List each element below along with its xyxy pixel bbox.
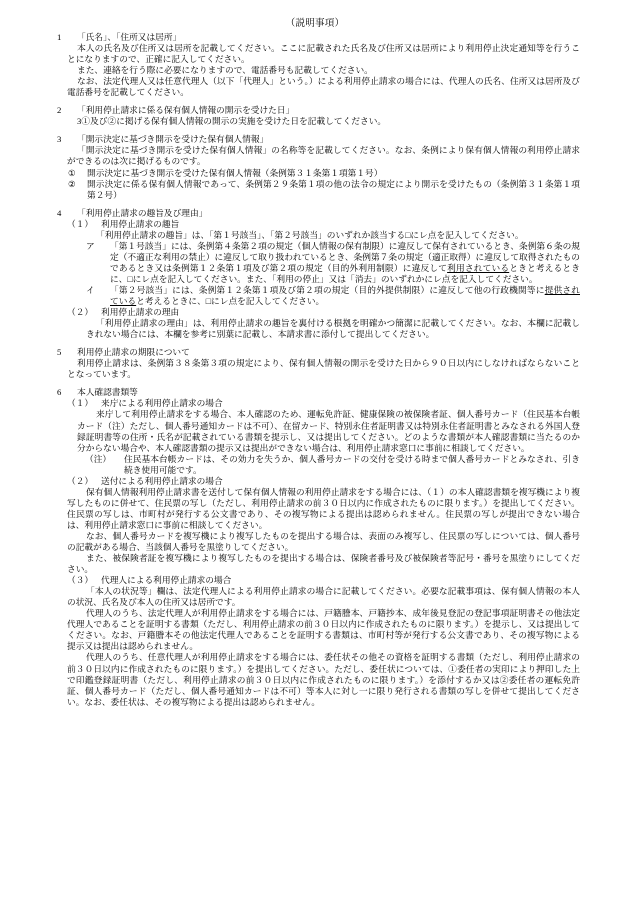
section-1-number: 1 — [57, 32, 62, 42]
section-3-item-2-row — [0, 179, 630, 201]
section-4-sub-1-heading: 利用停止請求の趣旨 — [101, 218, 180, 229]
section-6-number: 6 — [57, 387, 62, 398]
section-4-number: 4 — [57, 207, 62, 218]
section-4-item-b-marker: イ — [86, 284, 95, 295]
section-6-sub-2-paragraph-3: また、被保険者証を複写機により複写したものを提出する場合は、保険者番号及び被保険者等記号・番号を黒塗りにしてください。 — [67, 553, 580, 575]
section-6-sub-1-paragraph-1: 来庁して利用停止請求をする場合、本人確認のため、運転免許証、健康保険の被保険者証、個人番号カード（住民基本台帳カード（注）ただし、個人番号通知カードは不可）、在留カード、特別永住者証明書又は特別永住者証明書とみなされる外国人登録証明書等の住所・氏名が記載されている書類を提示し、又は提出してください。どのような書類が本人確認書類に当たるのか分からない場合や、本人確認書類の提示又は提出ができない場合は、利用停止請求窓口に事前に相談してください。 — [77, 409, 580, 453]
section-4-item-b-text-before: 「第２号該当」には、条例第１２条第１項及び第２項の規定（目的外提供制限）に違反して他の行政機関等に — [110, 284, 545, 295]
section-3-paragraph-1: 「開示決定に基づき開示を受けた保有個人情報」の名称等を記載してください。なお、条例により保有個人情報の利用停止請求ができるのは次に掲げるものです。 — [67, 145, 580, 167]
section-6-heading-row — [0, 387, 630, 398]
section-4-item-b-row — [0, 285, 630, 307]
section-5 — [0, 347, 630, 380]
section-4 — [0, 208, 630, 341]
section-6-sub-2-heading-row — [0, 476, 630, 487]
section-3 — [0, 134, 630, 200]
section-4-heading: 「利用停止請求の趣旨及び理由」 — [77, 207, 208, 218]
section-4-item-b-text-after: と考えるときに、□にレ点を記入してください。 — [136, 296, 325, 307]
section-3-item-1-text: 開示決定に基づき開示を受けた保有個人情報（条例第３１条第１項第１号） — [87, 167, 383, 178]
section-4-item-b-text — [110, 285, 630, 307]
section-3-item-2-marker: ② — [68, 178, 76, 189]
section-6-sub-3-heading-row — [0, 575, 630, 586]
section-6-sub-3-marker: （３） — [67, 575, 94, 586]
section-6-sub-2-paragraph-1: 保有個人情報利用停止請求書を送付して保有個人情報の利用停止請求をする場合には、（１）の本人確認書類を複写機により複写したものに併せて、住民票の写し（ただし、利用停止請求の前３０日以内に作成されたものに限ります。）を提出してください。住民票の写しは、市町村が発行する公文書であり、その複写物による提出は認められません。住民票の写しが提出できない場合は、利用停止請求窓口に事前に相談してください。 — [67, 486, 580, 530]
section-4-item-a-underlined: 利用されている — [447, 262, 510, 273]
section-1-paragraph-2: また、連絡を行う際に必要になりますので、電話番号も記載してください。 — [77, 65, 373, 76]
section-6-sub-2-marker: （２） — [67, 475, 94, 486]
section-6-sub-1-heading: 来庁による利用停止請求の場合 — [101, 398, 223, 409]
section-6-sub-2-heading: 送付による利用停止請求の場合 — [101, 475, 223, 486]
section-4-item-a-row — [0, 241, 630, 285]
section-6-heading: 本人確認書類等 — [77, 387, 138, 398]
section-4-item-a-marker: ア — [86, 240, 95, 251]
section-4-item-a-text-before: 「第１号該当」には、条例第４条第２項の規定（個人情報の保有制限）に違反して保有されているとき、条例第６条の規定（不適正な利用の禁止）に違反して取り扱われているとき、条例第７条の規定（適正取得）に違反して取得されたものであるとき又は条例第１２条第１項及び第２項の規定（目的外利用制限）に違反して — [110, 240, 580, 273]
section-6-sub-1-note-1-row — [0, 454, 630, 476]
section-1-paragraph-3: なお、法定代理人又は任意代理人（以下「代理人」という。）による利用停止請求の場合には、代理人の氏名、住所又は居所及び電話番号を記載してください。 — [67, 76, 580, 98]
section-6-sub-3-paragraph-2: 代理人のうち、法定代理人が利用停止請求をする場合には、戸籍謄本、戸籍抄本、成年後見登記の登記事項証明書その他法定代理人であることを証明する書類（ただし、利用停止請求の前３０日以内に作成されたものに限ります。）を提示し、又は提出してください。なお、戸籍謄本その他法定代理人であることを証明する書類は、市町村等が発行する公文書であり、その複写物による提示又は提出は認められません。 — [67, 608, 580, 652]
section-6-sub-1-heading-row — [0, 398, 630, 409]
section-6-sub-3-paragraph-1: 「本人の状況等」欄は、法定代理人による利用停止請求の場合に記載してください。必要な記載事項は、保有個人情報の本人の状況、氏名及び本人の住所又は居所です。 — [67, 586, 580, 608]
section-4-sub-2-marker: （２） — [67, 307, 94, 318]
section-5-paragraph-1: 利用停止請求は、条例第３８条第３項の規定により、保有個人情報の開示を受けた日から９０日以内にしなければならないこととなっています。 — [67, 358, 580, 380]
section-6-sub-3-paragraph-3: 代理人のうち、任意代理人が利用停止請求をする場合には、委任状その他その資格を証明する書類（ただし、利用停止請求の前３０日以内に作成されたものに限ります。）を提出してください。ただし、委任状については、①委任者の実印により押印した上で印鑑登録証明書（ただし、利用停止請求の前３０日以内に作成されたものに限ります。）を添付するか又は②委任者の運転免許証、個人番号カード（ただし、個人番号通知カードは不可）等本人に対し一に限り発行される書類の写しを併せて提出してください。なお、委任状は、その複写物による提出は認められません。 — [67, 652, 580, 707]
section-2-heading: 「利用停止請求に係る保有個人情報の開示を受けた日」 — [77, 105, 295, 116]
section-2-heading-row — [0, 105, 630, 116]
section-2 — [0, 105, 630, 127]
section-5-heading: 利用停止請求の期限について — [77, 347, 190, 358]
section-6-sub-1-note-1-marker: （注） — [85, 453, 112, 464]
section-3-item-2-text: 開示決定に係る保有個人情報であって、条例第２９条第１項の他の法令の規定により開示を受けたもの（条例第３１条第１項第２号） — [87, 178, 580, 200]
section-1-paragraph-1: 本人の氏名及び住所又は居所を記載してください。ここに記載された氏名及び住所又は居所により利用停止決定通知等を行うことになりますので、正確に記入してください。 — [67, 43, 580, 65]
section-4-sub-1-paragraph-1: 「利用停止請求の趣旨」は、「第１号該当」、「第２号該当」のいずれか該当する□にレ点を記入してください。 — [96, 229, 524, 240]
section-4-heading-row — [0, 208, 630, 219]
section-5-heading-row — [0, 347, 630, 358]
section-6-sub-1-note-1-text: 住民基本台帳カードは、その効力を失うか、個人番号カードの交付を受ける時まで個人番号カードとみなされ、引き続き使用可能です。 — [124, 453, 580, 475]
section-6-sub-1-marker: （１） — [67, 398, 94, 409]
section-6-sub-2-paragraph-2: なお、個人番号カードを複写機により複写したものを提出する場合は、表面のみ複写し、住民票の写しについては、個人番号の記載がある場合、当該個人番号を黒塗りしてください。 — [67, 530, 580, 553]
section-4-item-a-text-after: ときと考えるときに、□にレ点を記入してください。また、「利用の停止」又は「消去」のいずれかにレ点を記入してください。 — [110, 262, 581, 284]
section-2-paragraph-1: 3①及び②に掲げる保有個人情報の開示の実施を受けた日を記載してください。 — [77, 116, 387, 127]
section-3-item-1-row — [0, 168, 630, 179]
section-1 — [0, 32, 630, 98]
section-1-heading-row — [0, 32, 630, 43]
section-4-sub-2-heading: 利用停止請求の理由 — [101, 307, 180, 318]
section-4-sub-1-marker: （１） — [67, 218, 94, 229]
section-3-number: 3 — [57, 134, 62, 145]
section-4-sub-2-heading-row — [0, 307, 630, 318]
section-6 — [0, 387, 630, 707]
section-6-sub-3-heading: 代理人による利用停止請求の場合 — [101, 575, 232, 586]
section-4-item-a-text — [110, 241, 630, 285]
page-title: （説明事項） — [285, 18, 345, 29]
section-4-sub-2-paragraph-1: 「利用停止請求の理由」は、利用停止請求の趣旨を裏付ける根拠を明確かつ簡潔に記載してください。なお、本欄に記載しきれない場合には、本欄を参考に別葉に記載し、本請求書に添付して提出してください。 — [86, 318, 580, 340]
section-4-item-b-underlined: 提供されている — [110, 284, 580, 307]
section-5-number: 5 — [57, 347, 62, 358]
section-3-heading-row — [0, 134, 630, 145]
section-3-heading: 「開示決定に基づき開示を受けた保有個人情報」 — [77, 134, 269, 145]
section-4-sub-1-heading-row — [0, 219, 630, 230]
section-2-number: 2 — [57, 105, 62, 116]
section-1-heading: 「氏名」、「住所又は居所」 — [77, 32, 182, 42]
section-3-item-1-marker: ① — [68, 167, 76, 178]
